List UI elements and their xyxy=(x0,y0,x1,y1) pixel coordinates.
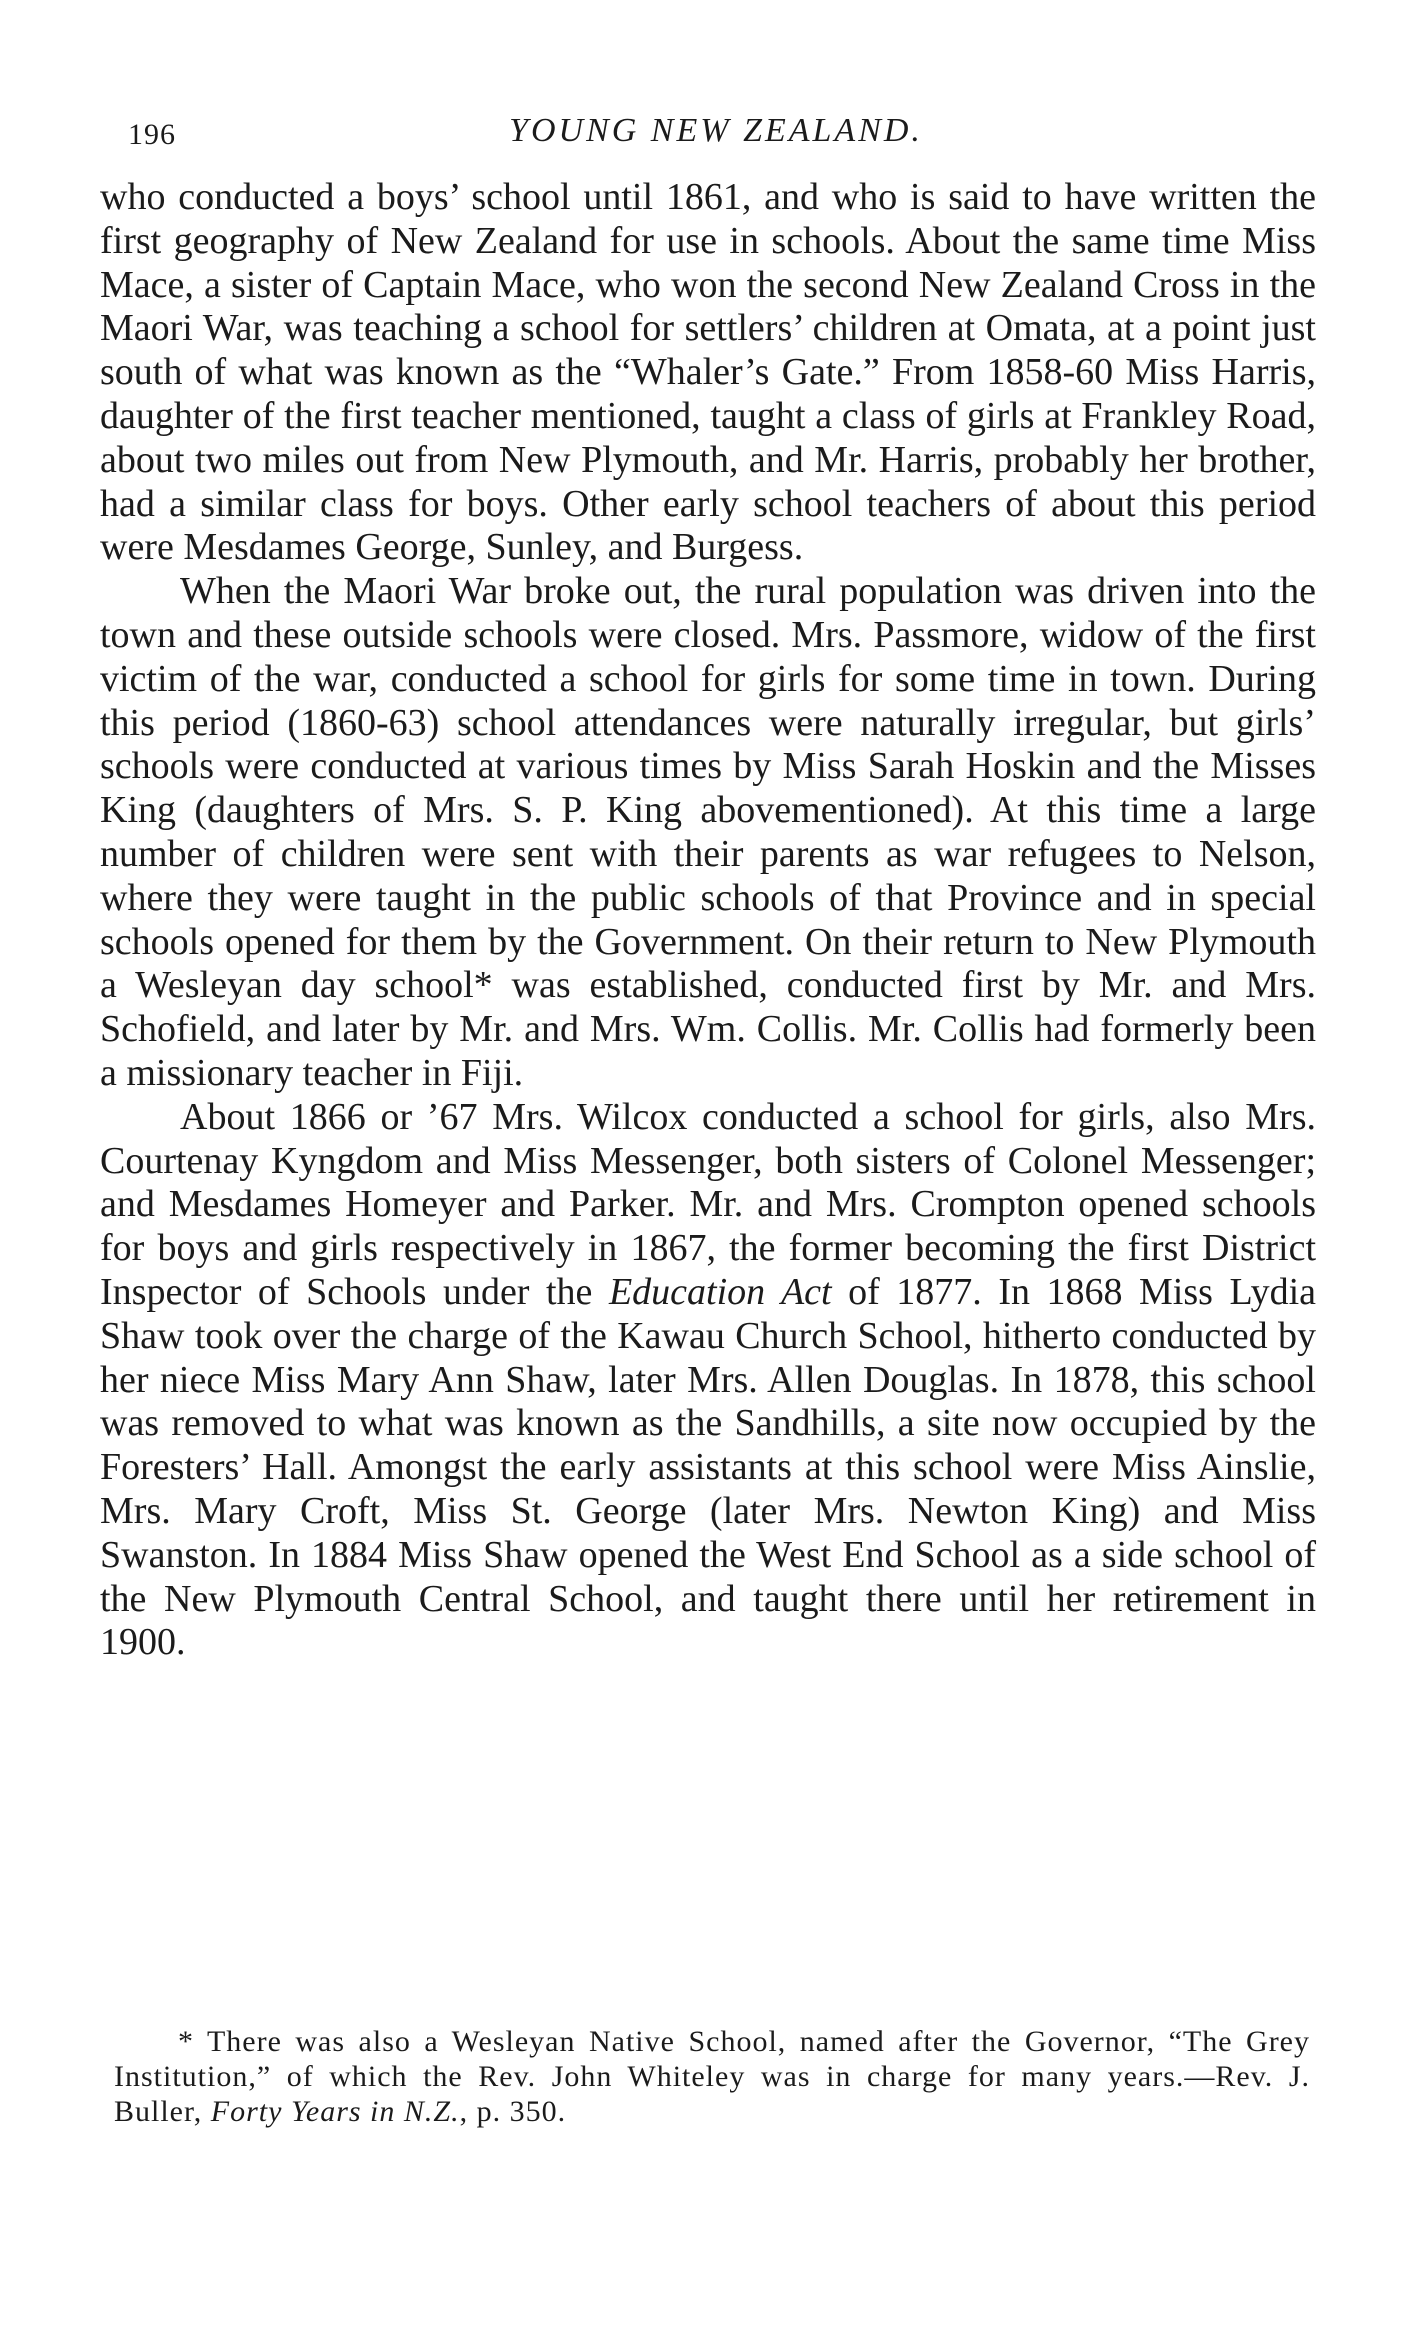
paragraph-text: About 1866 or ’67 Mrs. Wilcox conducted a school for girls, also Mrs. Courtenay Kyngdom and Miss Messenger, both sisters of Colonel Messenger; and Mesdames Homeyer and Parker. Mr. and Mrs. Crompton opened schools for boys and girls respectively in 1867, the former becoming the first District Inspector of Schools under the xyxy=(100,1095,1316,1313)
italic-title: Education Act xyxy=(608,1270,832,1313)
body-text xyxy=(100,176,1316,1665)
paragraph xyxy=(100,1096,1316,1665)
paragraph: who conducted a boys’ school until 1861, and who is said to have written the first geography of New Zealand for use in schools. About the same time Miss Mace, a sister of Captain Mace, who won the second New Zealand Cross in the Maori War, was teaching a school for settlers’ children at Omata, at a point just south of what was known as the “Whaler’s Gate.” From 1858-60 Miss Harris, daughter of the first teacher mentioned, taught a class of girls at Frankley Road, about two miles out from New Plymouth, and Mr. Harris, probably her brother, had a similar class for boys. Other early school teachers of about this period were Mesdames George, Sunley, and Burgess. xyxy=(100,176,1316,569)
footnote-text: * There was also a Wesleyan Native School, named after the Governor, “The Grey Institution,” of which the Rev. John Whiteley was in charge for many years.—Rev. J. Buller, xyxy=(114,2025,1310,2128)
page-number: 196 xyxy=(128,118,176,151)
paragraph-text: of 1877. In 1868 Miss Lydia Shaw took over the charge of the Kawau Church School, hitherto conducted by her niece Miss Mary Ann Shaw, later Mrs. Allen Douglas. In 1878, this school was removed to what was known as the Sandhills, a site now occupied by the Foresters’ Hall. Amongst the early assistants at this school were Miss Ainslie, Mrs. Mary Croft, Miss St. George (later Mrs. Newton King) and Miss Swanston. In 1884 Miss Shaw opened the West End School as a side school of the New Plymouth Central School, and taught there until her retirement in 1900. xyxy=(100,1270,1316,1664)
running-head xyxy=(128,112,1304,162)
paragraph: When the Maori War broke out, the rural population was driven into the town and these outside schools were closed. Mrs. Passmore, widow of the first victim of the war, conducted a school for girls for some time in town. During this period (1860-63) school attendances were naturally irregular, but girls’ schools were conducted at various times by Miss Sarah Hoskin and the Misses King (daughters of Mrs. S. P. King abovementioned). At this time a large number of children were sent with their parents as war refugees to Nelson, where they were taught in the public schools of that Province and in special schools opened for them by the Government. On their return to New Plymouth a Wesleyan day school* was established, conducted first by Mr. and Mrs. Schofield, and later by Mr. and Mrs. Wm. Collis. Mr. Collis had formerly been a missionary teacher in Fiji. xyxy=(100,570,1316,1094)
footnote xyxy=(114,2024,1310,2129)
footnote-book-title: Forty Years in N.Z. xyxy=(210,2095,460,2128)
running-title: YOUNG NEW ZEALAND. xyxy=(509,112,923,149)
footnote-text: , p. 350. xyxy=(459,2095,567,2128)
